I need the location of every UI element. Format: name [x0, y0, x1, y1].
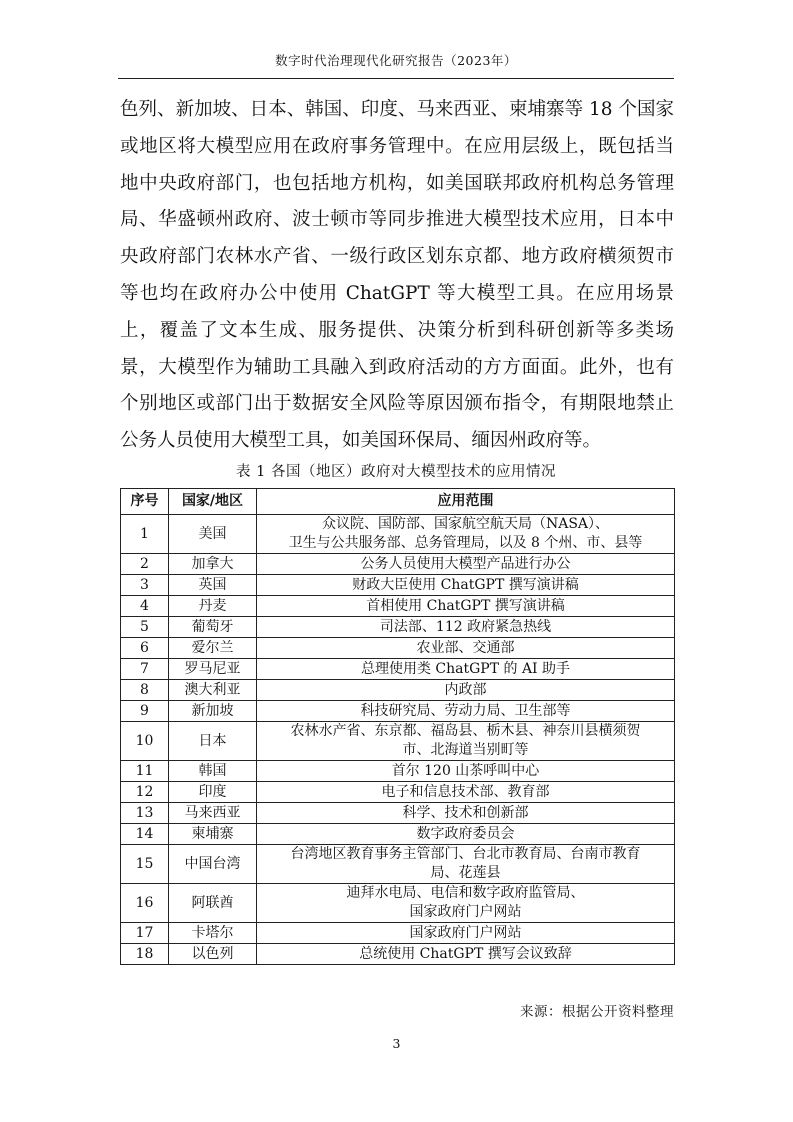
page-header: 数字时代治理现代化研究报告（2023年）	[275, 53, 517, 68]
table-row	[121, 575, 675, 596]
scope-line: 内政部	[444, 681, 487, 698]
table-row	[121, 701, 675, 722]
row-country: 爱尔兰	[169, 638, 257, 659]
scope-line: 科学、技术和创新部	[402, 804, 529, 821]
source-note: 来源：根据公开资料整理	[520, 1004, 674, 1020]
table-row	[121, 884, 675, 923]
row-number: 9	[121, 701, 169, 722]
row-scope	[257, 638, 675, 659]
row-number: 17	[121, 923, 169, 944]
row-scope	[257, 803, 675, 824]
row-scope	[257, 515, 675, 554]
scope-line: 农林水产省、东京都、福岛县、栃木县、神奈川县横须贺	[290, 723, 641, 739]
row-country: 罗马尼亚	[169, 659, 257, 680]
scope-line: 总理使用类 ChatGPT 的 AI 助手	[360, 660, 571, 677]
header-divider	[118, 78, 674, 79]
row-country: 卡塔尔	[169, 923, 257, 944]
row-country: 加拿大	[169, 554, 257, 575]
row-country: 丹麦	[169, 596, 257, 617]
row-scope	[257, 782, 675, 803]
row-scope	[257, 554, 675, 575]
row-number: 10	[121, 722, 169, 761]
table-row	[121, 659, 675, 680]
row-number: 2	[121, 554, 169, 575]
scope-line: 总统使用 ChatGPT 撰写会议致辞	[359, 945, 572, 962]
row-number: 7	[121, 659, 169, 680]
scope-line: 众议院、国防部、国家航空航天局（NASA）、	[321, 516, 610, 532]
scope-line: 电子和信息技术部、教育部	[381, 783, 550, 800]
scope-line: 首尔 120 山茶呼叫中心	[391, 762, 540, 779]
table-row	[121, 722, 675, 761]
table-row	[121, 803, 675, 824]
row-scope	[257, 884, 675, 923]
row-number: 4	[121, 596, 169, 617]
scope-line: 公务人员使用大模型产品进行办公	[360, 555, 571, 572]
row-number: 15	[121, 845, 169, 884]
scope-line: 财政大臣使用 ChatGPT 撰写演讲稿	[352, 576, 579, 593]
table-row	[121, 680, 675, 701]
row-number: 6	[121, 638, 169, 659]
table-row	[121, 824, 675, 845]
row-number: 14	[121, 824, 169, 845]
row-number: 1	[121, 515, 169, 554]
row-scope	[257, 659, 675, 680]
row-scope	[257, 596, 675, 617]
page-number: 3	[392, 1036, 401, 1051]
table-row	[121, 638, 675, 659]
scope-line: 迪拜水电局、电信和数字政府监管局、	[346, 885, 585, 901]
body-paragraph: 色列、新加坡、日本、韩国、印度、马来西亚、柬埔寨等 18 个国家或地区将大模型应用在政府事务管理中。在应用层级上，既包括当地中央政府部门，也包括地方机构，如美国联邦政府机构总务管理局、华盛顿州政府、波士顿市等同步推进大模型技术应用，日本中央政府部门农林水产省、一级行政区划东京都、地方政府横须贺市等也均在政府办公中使用 ChatGPT 等大模型工具。在应用场景上，覆盖了文本生成、服务提供、决策分析到科研创新等多类场景，大模型作为辅助工具融入到政府活动的方方面面。此外，也有个别地区或部门出于数据安全风险等原因颁布指令，有期限地禁止公务人员使用大模型工具，如美国环保局、缅因州政府等。	[120, 99, 674, 452]
scope-line: 数字政府委员会	[416, 825, 515, 842]
table-row	[121, 944, 675, 965]
row-country: 日本	[169, 722, 257, 761]
scope-line: 农业部、交通部	[416, 639, 515, 656]
table-row	[121, 596, 675, 617]
row-country: 以色列	[169, 944, 257, 965]
header-no: 序号	[121, 489, 169, 515]
table-caption: 表 1 各国（地区）政府对大模型技术的应用情况	[236, 464, 556, 480]
table-row	[121, 845, 675, 884]
row-country: 中国台湾	[169, 845, 257, 884]
scope-line: 局、花莲县	[430, 865, 501, 881]
row-country: 阿联酋	[169, 884, 257, 923]
header-country: 国家/地区	[169, 489, 257, 515]
row-country: 葡萄牙	[169, 617, 257, 638]
row-number: 5	[121, 617, 169, 638]
row-scope	[257, 824, 675, 845]
row-scope	[257, 617, 675, 638]
scope-line: 卫生与公共服务部、总务管理局，以及 8 个州、市、县等	[288, 535, 643, 551]
scope-line: 国家政府门户网站	[409, 924, 522, 941]
table-row	[121, 761, 675, 782]
table-row	[121, 515, 675, 554]
row-country: 英国	[169, 575, 257, 596]
table-row	[121, 923, 675, 944]
scope-line: 司法部、112 政府紧急热线	[379, 618, 552, 635]
scope-line: 首相使用 ChatGPT 撰写演讲稿	[366, 597, 565, 614]
row-number: 16	[121, 884, 169, 923]
row-number: 3	[121, 575, 169, 596]
row-country: 韩国	[169, 761, 257, 782]
row-country: 新加坡	[169, 701, 257, 722]
row-scope	[257, 680, 675, 701]
application-table	[120, 488, 675, 965]
table-row	[121, 617, 675, 638]
header-scope: 应用范围	[257, 489, 675, 515]
table-body	[121, 515, 675, 965]
row-scope	[257, 701, 675, 722]
row-country: 澳大利亚	[169, 680, 257, 701]
table-header-row	[121, 489, 675, 515]
row-number: 8	[121, 680, 169, 701]
row-scope	[257, 923, 675, 944]
row-scope	[257, 575, 675, 596]
row-country: 印度	[169, 782, 257, 803]
scope-line: 台湾地区教育事务主管部门、台北市教育局、台南市教育	[290, 846, 641, 862]
row-number: 11	[121, 761, 169, 782]
row-scope	[257, 761, 675, 782]
row-number: 13	[121, 803, 169, 824]
row-scope	[257, 845, 675, 884]
table-row	[121, 782, 675, 803]
scope-line: 市、北海道当别町等	[402, 742, 529, 758]
row-number: 18	[121, 944, 169, 965]
row-country: 马来西亚	[169, 803, 257, 824]
row-scope	[257, 722, 675, 761]
row-scope	[257, 944, 675, 965]
table-row	[121, 554, 675, 575]
row-country: 美国	[169, 515, 257, 554]
row-country: 柬埔寨	[169, 824, 257, 845]
row-number: 12	[121, 782, 169, 803]
scope-line: 科技研究局、劳动力局、卫生部等	[360, 702, 571, 719]
scope-line: 国家政府门户网站	[409, 904, 522, 920]
